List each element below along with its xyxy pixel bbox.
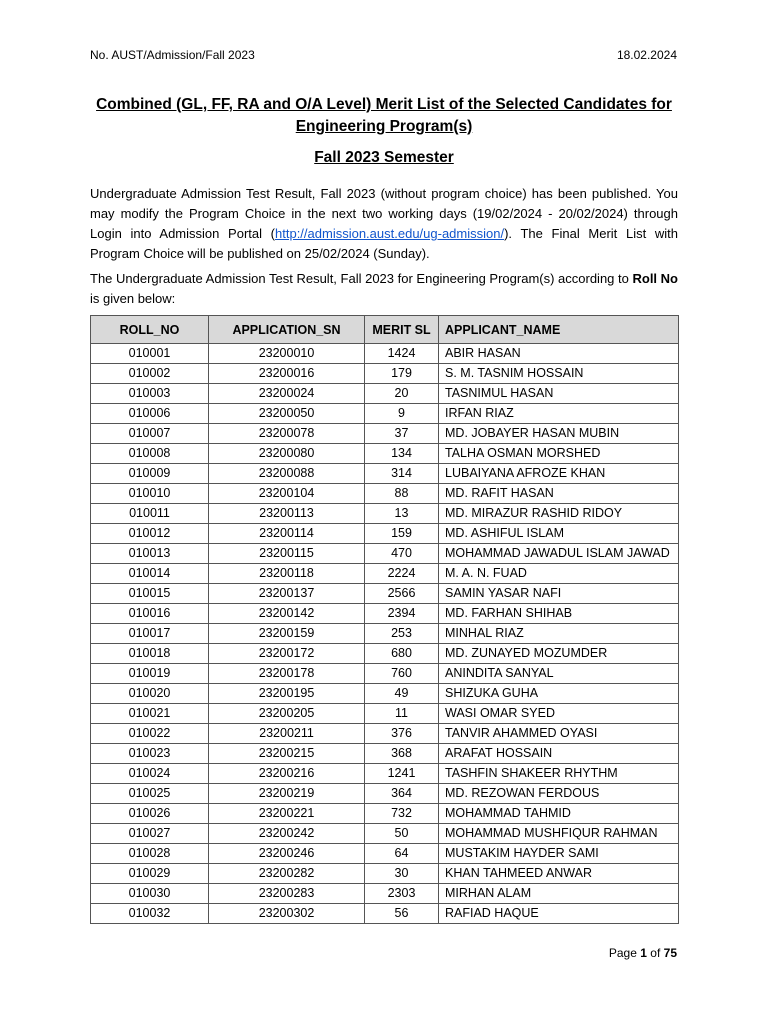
- merit-sl-cell: 56: [365, 904, 439, 924]
- roll-no-cell: 010027: [91, 824, 209, 844]
- merit-sl-cell: 470: [365, 544, 439, 564]
- application-sn-cell: 23200246: [209, 844, 365, 864]
- roll-no-cell: 010002: [91, 364, 209, 384]
- merit-sl-cell: 9: [365, 404, 439, 424]
- application-sn-cell: 23200113: [209, 504, 365, 524]
- roll-no-cell: 010024: [91, 764, 209, 784]
- application-sn-cell: 23200159: [209, 624, 365, 644]
- applicant-name-cell: TANVIR AHAMMED OYASI: [439, 724, 679, 744]
- merit-sl-cell: 732: [365, 804, 439, 824]
- table-header-row: [91, 316, 679, 344]
- merit-sl-cell: 364: [365, 784, 439, 804]
- table-row: [91, 424, 679, 444]
- application-sn-cell: 23200178: [209, 664, 365, 684]
- header-merit-sl: MERIT SL: [365, 316, 439, 344]
- table-row: [91, 504, 679, 524]
- application-sn-cell: 23200205: [209, 704, 365, 724]
- application-sn-cell: 23200215: [209, 744, 365, 764]
- table-row: [91, 804, 679, 824]
- applicant-name-cell: ANINDITA SANYAL: [439, 664, 679, 684]
- applicant-name-cell: MD. ASHIFUL ISLAM: [439, 524, 679, 544]
- application-sn-cell: 23200114: [209, 524, 365, 544]
- table-body: [91, 344, 679, 924]
- applicant-name-cell: MOHAMMAD MUSHFIQUR RAHMAN: [439, 824, 679, 844]
- application-sn-cell: 23200302: [209, 904, 365, 924]
- application-sn-cell: 23200282: [209, 864, 365, 884]
- title-line-1: Combined (GL, FF, RA and O/A Level) Merit List of the Selected Candidates for: [96, 96, 672, 113]
- table-row: [91, 704, 679, 724]
- roll-no-cell: 010025: [91, 784, 209, 804]
- applicant-name-cell: MD. REZOWAN FERDOUS: [439, 784, 679, 804]
- merit-sl-cell: 37: [365, 424, 439, 444]
- roll-no-cell: 010021: [91, 704, 209, 724]
- roll-no-cell: 010030: [91, 884, 209, 904]
- table-row: [91, 664, 679, 684]
- application-sn-cell: 23200016: [209, 364, 365, 384]
- applicant-name-cell: TASNIMUL HASAN: [439, 384, 679, 404]
- semester-subtitle: Fall 2023 Semester: [314, 149, 454, 166]
- table-row: [91, 344, 679, 364]
- merit-sl-cell: 314: [365, 464, 439, 484]
- applicant-name-cell: ABIR HASAN: [439, 344, 679, 364]
- merit-sl-cell: 2394: [365, 604, 439, 624]
- application-sn-cell: 23200088: [209, 464, 365, 484]
- result-text-after: is given below:: [90, 291, 176, 306]
- applicant-name-cell: MOHAMMAD JAWADUL ISLAM JAWAD: [439, 544, 679, 564]
- applicant-name-cell: SHIZUKA GUHA: [439, 684, 679, 704]
- merit-sl-cell: 20: [365, 384, 439, 404]
- roll-no-cell: 010019: [91, 664, 209, 684]
- table-row: [91, 564, 679, 584]
- roll-no-cell: 010026: [91, 804, 209, 824]
- roll-no-cell: 010010: [91, 484, 209, 504]
- merit-sl-cell: 49: [365, 684, 439, 704]
- roll-no-emphasis: Roll No: [632, 271, 678, 286]
- applicant-name-cell: ARAFAT HOSSAIN: [439, 744, 679, 764]
- table-row: [91, 464, 679, 484]
- roll-no-cell: 010001: [91, 344, 209, 364]
- roll-no-cell: 010020: [91, 684, 209, 704]
- application-sn-cell: 23200115: [209, 544, 365, 564]
- page-number: [609, 946, 677, 960]
- table-row: [91, 844, 679, 864]
- roll-no-cell: 010011: [91, 504, 209, 524]
- table-row: [91, 764, 679, 784]
- application-sn-cell: 23200195: [209, 684, 365, 704]
- roll-no-cell: 010029: [91, 864, 209, 884]
- merit-sl-cell: 2224: [365, 564, 439, 584]
- applicant-name-cell: MINHAL RIAZ: [439, 624, 679, 644]
- applicant-name-cell: SAMIN YASAR NAFI: [439, 584, 679, 604]
- merit-sl-cell: 30: [365, 864, 439, 884]
- merit-sl-cell: 2303: [365, 884, 439, 904]
- current-page: 1: [640, 946, 647, 960]
- page-label: Page: [608, 946, 637, 960]
- document-reference: No. AUST/Admission/Fall 2023: [90, 48, 255, 62]
- merit-sl-cell: 50: [365, 824, 439, 844]
- document-date: 18.02.2024: [616, 48, 677, 62]
- table-row: [91, 824, 679, 844]
- application-sn-cell: 23200221: [209, 804, 365, 824]
- merit-sl-cell: 2566: [365, 584, 439, 604]
- merit-sl-cell: 13: [365, 504, 439, 524]
- merit-sl-cell: 64: [365, 844, 439, 864]
- applicant-name-cell: MIRHAN ALAM: [439, 884, 679, 904]
- applicant-name-cell: WASI OMAR SYED: [439, 704, 679, 724]
- table-row: [91, 544, 679, 564]
- title-line-2: Engineering Program(s): [295, 118, 473, 135]
- applicant-name-cell: TASHFIN SHAKEER RHYTHM: [439, 764, 679, 784]
- table-row: [91, 884, 679, 904]
- applicant-name-cell: S. M. TASNIM HOSSAIN: [439, 364, 679, 384]
- applicant-name-cell: LUBAIYANA AFROZE KHAN: [439, 464, 679, 484]
- merit-sl-cell: 1241: [365, 764, 439, 784]
- roll-no-cell: 010009: [91, 464, 209, 484]
- merit-list-table: [90, 315, 679, 924]
- roll-no-cell: 010028: [91, 844, 209, 864]
- applicant-name-cell: MUSTAKIM HAYDER SAMI: [439, 844, 679, 864]
- applicant-name-cell: RAFIAD HAQUE: [439, 904, 679, 924]
- roll-no-cell: 010013: [91, 544, 209, 564]
- table-row: [91, 604, 679, 624]
- page-title: [90, 94, 678, 138]
- total-pages: 75: [663, 946, 677, 960]
- application-sn-cell: 23200104: [209, 484, 365, 504]
- table-row: [91, 744, 679, 764]
- merit-sl-cell: 11: [365, 704, 439, 724]
- table-row: [91, 484, 679, 504]
- roll-no-cell: 010008: [91, 444, 209, 464]
- roll-no-cell: 010032: [91, 904, 209, 924]
- roll-no-cell: 010007: [91, 424, 209, 444]
- intro-text-before-link: Undergraduate Admission Test Result, Fall 2023 (without program choice) has been published. You may modify the Program Choice in the next two working days (19/02/2024 - 20/02/2024) through Login into Admission Portal (: [90, 186, 678, 241]
- merit-sl-cell: 179: [365, 364, 439, 384]
- roll-no-cell: 010016: [91, 604, 209, 624]
- application-sn-cell: 23200137: [209, 584, 365, 604]
- merit-sl-cell: 1424: [365, 344, 439, 364]
- application-sn-cell: 23200219: [209, 784, 365, 804]
- application-sn-cell: 23200024: [209, 384, 365, 404]
- merit-sl-cell: 253: [365, 624, 439, 644]
- applicant-name-cell: TALHA OSMAN MORSHED: [439, 444, 679, 464]
- application-sn-cell: 23200050: [209, 404, 365, 424]
- table-row: [91, 584, 679, 604]
- header-applicant-name: APPLICANT_NAME: [439, 316, 679, 344]
- application-sn-cell: 23200172: [209, 644, 365, 664]
- table-row: [91, 444, 679, 464]
- merit-sl-cell: 760: [365, 664, 439, 684]
- table-row: [91, 904, 679, 924]
- merit-sl-cell: 134: [365, 444, 439, 464]
- table-row: [91, 364, 679, 384]
- application-sn-cell: 23200283: [209, 884, 365, 904]
- applicant-name-cell: MD. MIRAZUR RASHID RIDOY: [439, 504, 679, 524]
- roll-no-cell: 010023: [91, 744, 209, 764]
- of-label: of: [650, 946, 661, 960]
- roll-no-cell: 010012: [91, 524, 209, 544]
- result-text-before: The Undergraduate Admission Test Result, Fall 2023 for Engineering Program(s) according to: [90, 271, 633, 286]
- roll-no-cell: 010014: [91, 564, 209, 584]
- roll-no-cell: 010003: [91, 384, 209, 404]
- application-sn-cell: 23200242: [209, 824, 365, 844]
- application-sn-cell: 23200118: [209, 564, 365, 584]
- admission-portal-link[interactable]: http://admission.aust.edu/ug-admission/: [275, 226, 505, 241]
- table-row: [91, 864, 679, 884]
- applicant-name-cell: MOHAMMAD TAHMID: [439, 804, 679, 824]
- table-row: [91, 684, 679, 704]
- merit-sl-cell: 376: [365, 724, 439, 744]
- applicant-name-cell: KHAN TAHMEED ANWAR: [439, 864, 679, 884]
- application-sn-cell: 23200080: [209, 444, 365, 464]
- header-roll-no: ROLL_NO: [91, 316, 209, 344]
- table-row: [91, 404, 679, 424]
- application-sn-cell: 23200010: [209, 344, 365, 364]
- table-row: [91, 524, 679, 544]
- merit-sl-cell: 680: [365, 644, 439, 664]
- roll-no-cell: 010015: [91, 584, 209, 604]
- merit-sl-cell: 88: [365, 484, 439, 504]
- applicant-name-cell: MD. ZUNAYED MOZUMDER: [439, 644, 679, 664]
- application-sn-cell: 23200211: [209, 724, 365, 744]
- table-row: [91, 624, 679, 644]
- roll-no-cell: 010006: [91, 404, 209, 424]
- application-sn-cell: 23200216: [209, 764, 365, 784]
- header-application-sn: APPLICATION_SN: [209, 316, 365, 344]
- intro-text-after-link: ). The Final Merit List with Program Choice will be published on 25/02/2024 (Sunday).: [90, 226, 678, 261]
- application-sn-cell: 23200078: [209, 424, 365, 444]
- applicant-name-cell: IRFAN RIAZ: [439, 404, 679, 424]
- table-row: [91, 384, 679, 404]
- applicant-name-cell: MD. RAFIT HASAN: [439, 484, 679, 504]
- applicant-name-cell: MD. JOBAYER HASAN MUBIN: [439, 424, 679, 444]
- merit-sl-cell: 159: [365, 524, 439, 544]
- applicant-name-cell: M. A. N. FUAD: [439, 564, 679, 584]
- merit-sl-cell: 368: [365, 744, 439, 764]
- roll-no-cell: 010017: [91, 624, 209, 644]
- roll-no-cell: 010022: [91, 724, 209, 744]
- roll-no-cell: 010018: [91, 644, 209, 664]
- applicant-name-cell: MD. FARHAN SHIHAB: [439, 604, 679, 624]
- result-paragraph: [90, 269, 678, 309]
- application-sn-cell: 23200142: [209, 604, 365, 624]
- table-row: [91, 724, 679, 744]
- table-row: [91, 784, 679, 804]
- intro-paragraph: [90, 184, 678, 264]
- table-row: [91, 644, 679, 664]
